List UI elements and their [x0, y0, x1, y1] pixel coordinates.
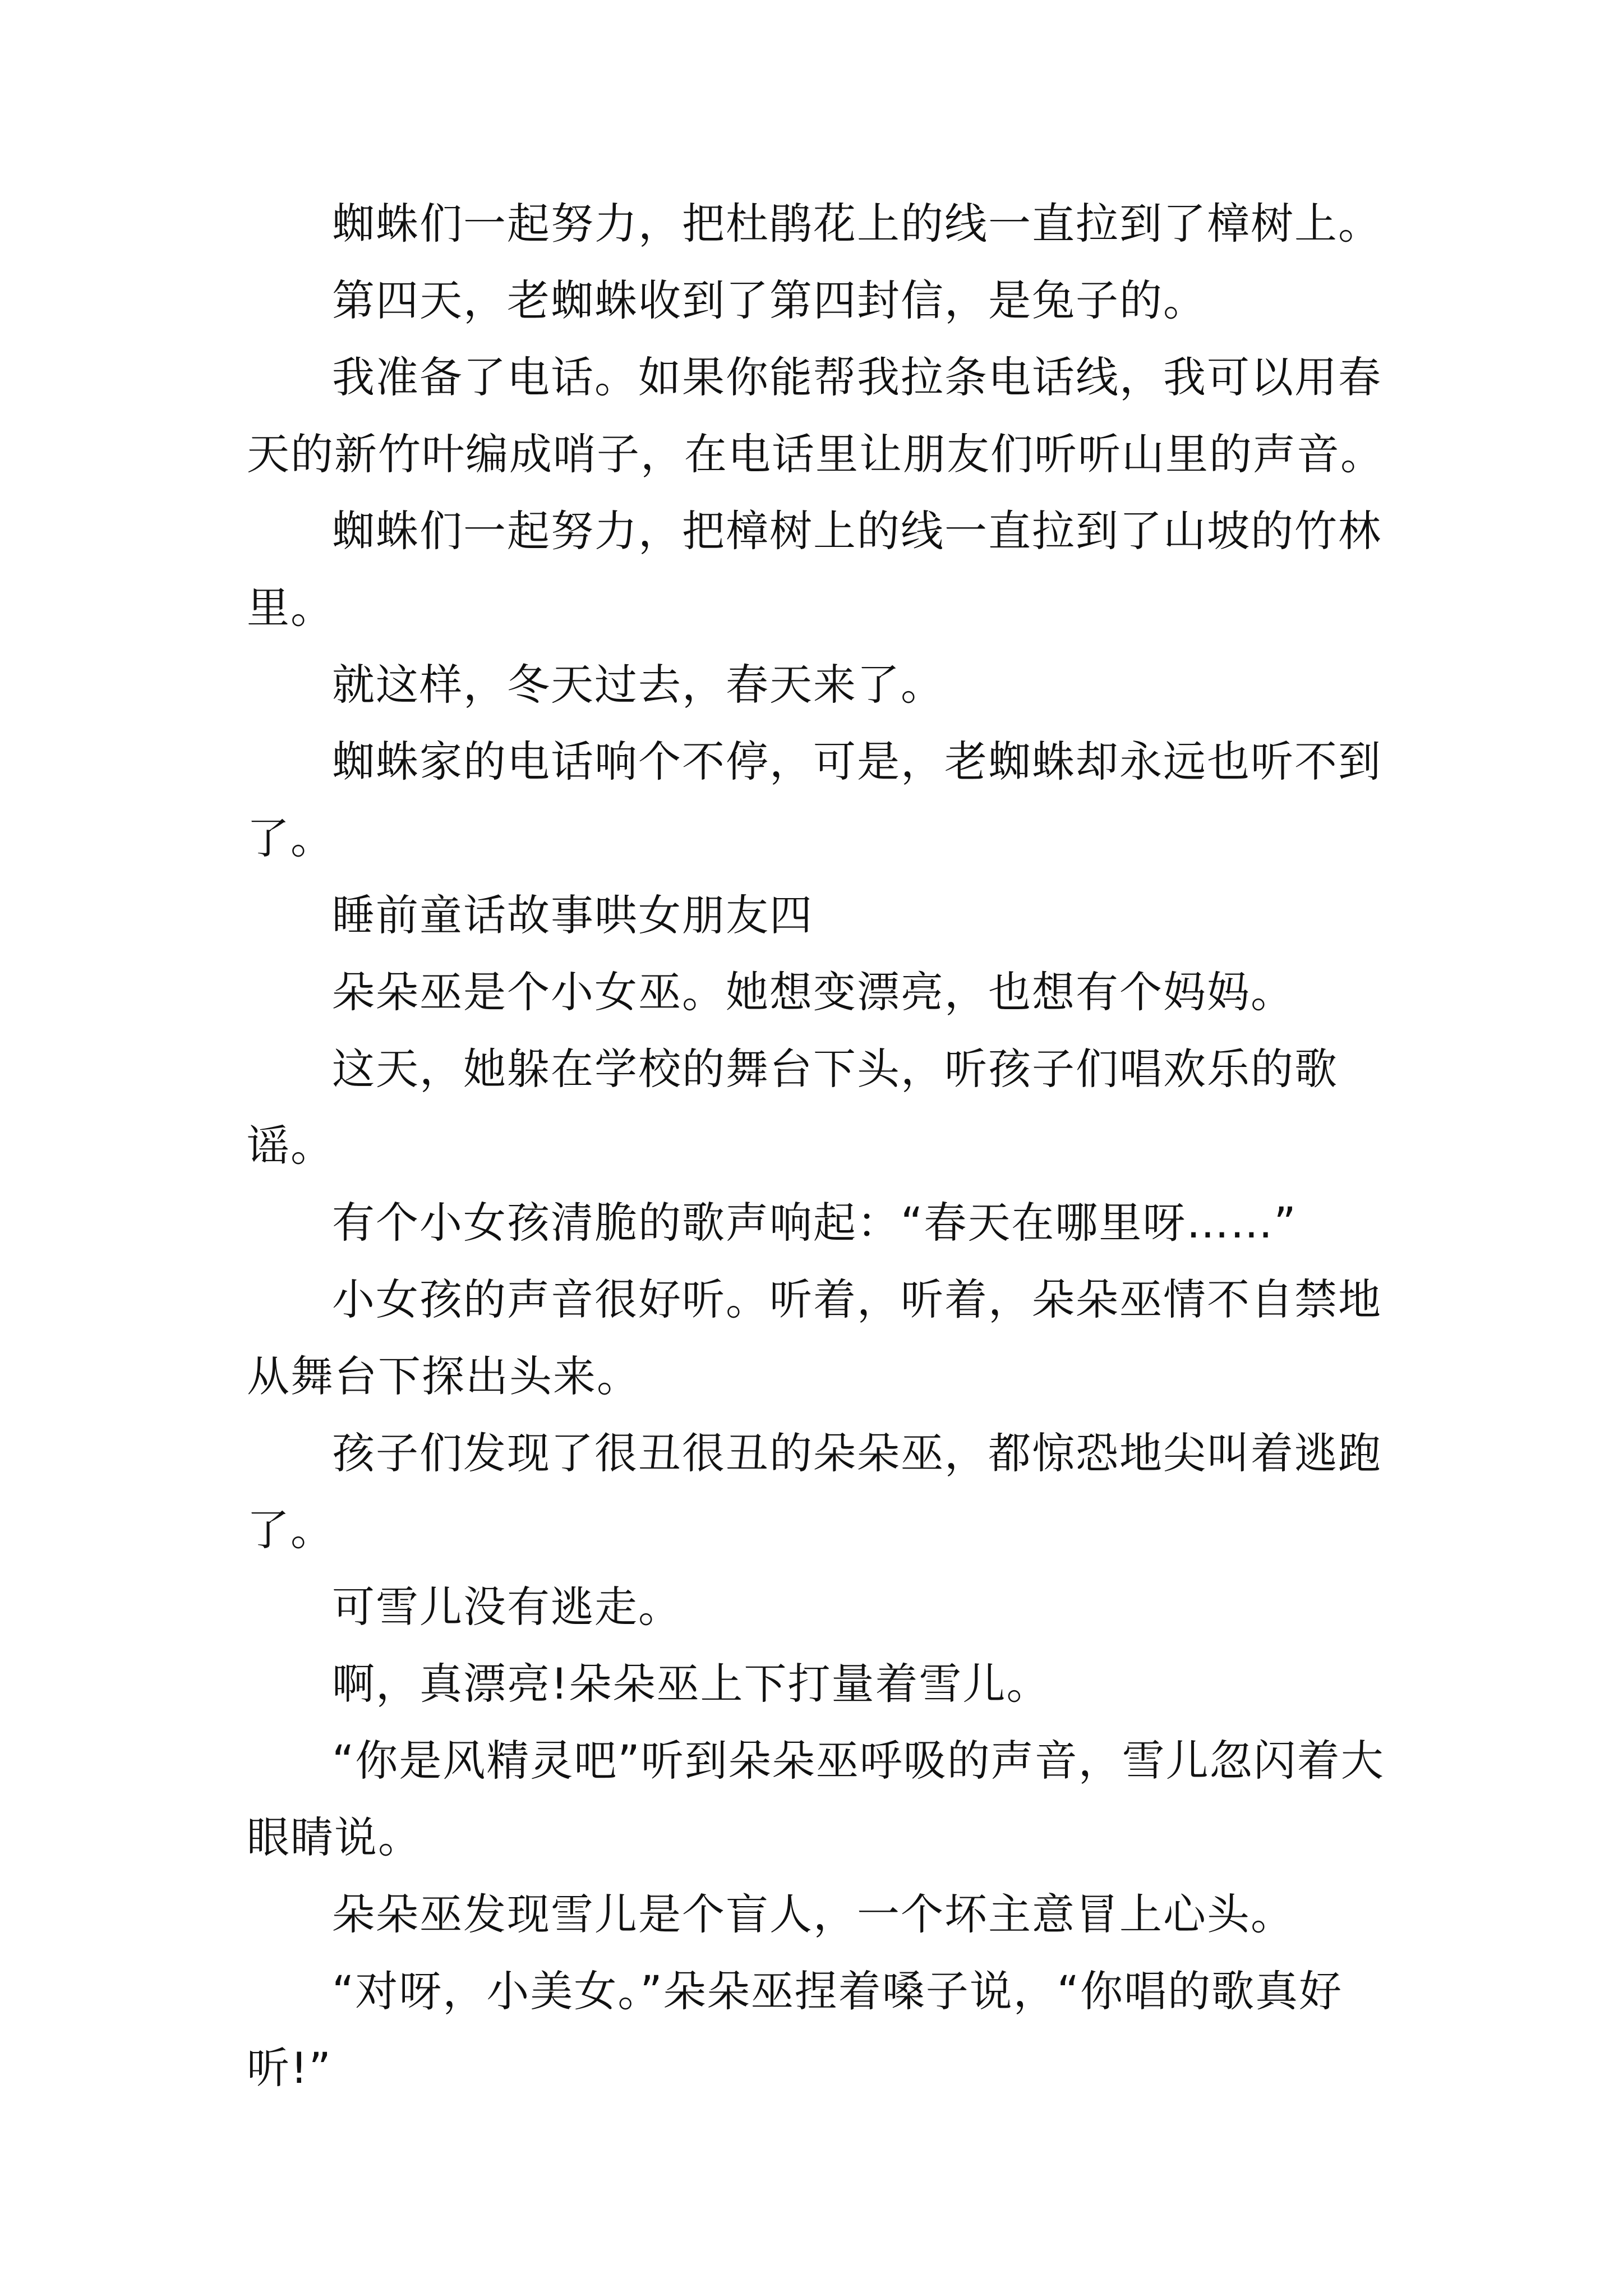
section-heading: 睡前童话故事哄女朋友四: [332, 890, 813, 940]
paragraph: 小女孩的声音很好听。听着，听着，朵朵巫情不自禁地从舞台下探出头来。: [247, 1274, 1382, 1401]
paragraph: 啊，真漂亮!朵朵巫上下打量着雪儿。: [332, 1659, 1050, 1709]
document-body: [247, 185, 1385, 2106]
paragraph: 第四天，老蜘蛛收到了第四封信，是兔子的。: [332, 275, 1207, 325]
paragraph: 我准备了电话。如果你能帮我拉条电话线，我可以用春天的新竹叶编成哨子，在电话里让朋友们听听山里的声音。: [247, 352, 1384, 479]
paragraph: 朵朵巫是个小女巫。她想变漂亮，也想有个妈妈。: [332, 967, 1294, 1017]
paragraph: 孩子们发现了很丑很丑的朵朵巫，都惊恐地尖叫着逃跑了。: [247, 1428, 1382, 1555]
paragraph: “对呀，小美女。”朵朵巫捏着嗓子说，“你唱的歌真好听!”: [247, 1966, 1343, 2093]
paragraph: 有个小女孩清脆的歌声响起：“春天在哪里呀……”: [332, 1198, 1297, 1248]
paragraph: 可雪儿没有逃走。: [332, 1582, 682, 1632]
paragraph: 蜘蛛们一起努力，把樟树上的线一直拉到了山坡的竹林里。: [247, 506, 1382, 633]
paragraph: 就这样，冬天过去，春天来了。: [332, 660, 944, 710]
paragraph: 这天，她躲在学校的舞台下头，听孩子们唱欢乐的歌谣。: [247, 1044, 1338, 1171]
paragraph: 朵朵巫发现雪儿是个盲人，一个坏主意冒上心头。: [332, 1889, 1294, 1939]
paragraph: “你是风精灵吧”听到朵朵巫呼吸的声音，雪儿忽闪着大眼睛说。: [247, 1736, 1385, 1862]
paragraph: 蜘蛛们一起努力，把杜鹃花上的线一直拉到了樟树上。: [332, 199, 1382, 249]
paragraph: 蜘蛛家的电话响个不停，可是，老蜘蛛却永远也听不到了。: [247, 737, 1382, 863]
